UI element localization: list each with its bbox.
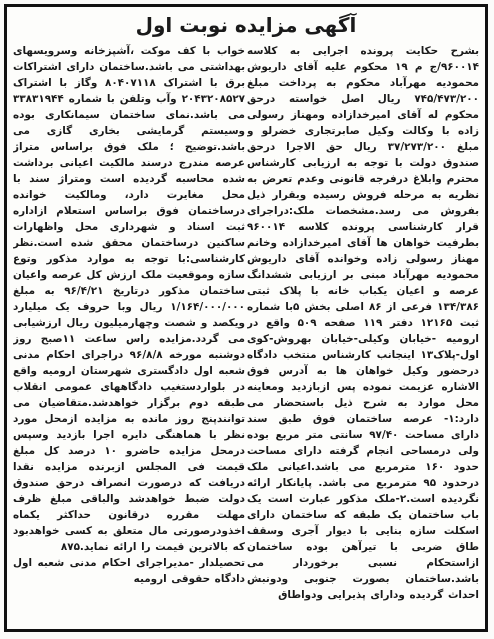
auction-notice — [4, 4, 488, 632]
left-column — [13, 43, 245, 611]
notice-columns — [13, 43, 479, 611]
left-column-text: خواب با کف موکت ،آشپزخانه وسرویسهای بهداشتی می باشد.ساختمان دارای اشتراکات برق با اشتراک ۸۰۴۰۷۱۱۸ وگاز با اشتراک ۲۰۴۳۲۰۸۵۲۷ وآب وتلفن با شماره ۳۳۸۳۱۹۴۴ می باشد.نمای ساختمان سیمانکاری بوده وسیستم گرمایشی بخاری گازی می باشد.توضیح ؛ ملک فوق براساس متراژ عرصه مندرج درسند مالکیت اعیانی برداشت شده محاسبه گردیده است ومتراژ سند با محل مغایرت دارد، ومالکیت خوانده درساختمان فوق براساس استعلام ازاداره ثبت اسناد و شهرداری محل واظهارات ساکنین درساختمان محقق شده است.نظر کارشناسی:با توجه به موارد مذکور وتوع سازه وموقعیت ملک ارزش کل عرصه واعیان ساختمان مذکور درتاریخ ۹۶/۴/۲۱ به مبلغ ۱/۱۶۴/۰۰۰/۰۰۰ ریال وبا حروف یک میلیارد ویکصد و شصت وچهارمیلیون ریال ارزشیابی می گردد.مزایده راس ساعت ۱۱صبح روز دوشنبه مورخه ۹۶/۸/۸ دراجرای احکام مدنی شعبه اول دادگستری شهرستان ارومیه واقع در بلواردستغیب دادگاههای عمومی انقلاب طبقه دوم برگزار خواهدشد.متقاضیان می توانندپنج روز مانده به مزایده ازمحل مورد نظر با هماهنگی دایره اجرا بازدید وسپس درمحل مزایده حاضرو ۱۰ درصد کل مبلغ قیمت فی المجلس ازبرنده مزایده نقدا دریافت که درصورت انصراف درحق صندوق دولت ضبط خواهدشد والباقی مبلغ ظرف مهلت مقرره درقانون حداکثر یکماه اخذودرصورتی مال متعلق به کسی خواهدبود که بالاترین قیمت را ارائه نماید.۸۷۵ — [13, 45, 245, 553]
signature-line: تحصیلدار -مدیراجرای احکام مدنی شعبه اول دادگاه حقوقی ارومیه — [13, 557, 245, 585]
right-column-text: بشرح حکایت پرونده اجرایی به کلاسه ۹۶۰۰۱۴/ج م ۱۹ محکوم علیه آقای داریوش محمودیه مهرآباد محکوم به پرداخت مبلغ ۷۴۵/۴۷۳/۲۰۰ ریال اصل خواسته درحق محکوم له آقای امیرخدازاده ومهناز رسولی زاده با وکالت وکیل صابرتجاری خضرلو و مبلغ ۳۷/۲۷۳/۲۰۰ ریال حق الاجرا درحق صندوق دولت با توجه به ارزیابی کارشناس محترم وابلاغ درفرجه قانونی وعدم تعرض به نظریه به مرحله فروش رسیده وبقرار ذیل بفروش می رسد.مشخصات ملک:دراجرای قرار کارشناسی پرونده کلاسه ۹۶۰۰۱۴ بطرفیت خواهان ها آقای امیرخدازاده وخانم مهناز رسولی زاده وخوانده آقای داریوش محمودیه مهرآباد مبنی بر ارزیابی ششدانگ عرصه و اعیان یکباب خانه با پلاک ثبتی ۱۳۴/۳۸۶ فرعی از ۸۶ اصلی بخش ۵با شماره ثبت ۱۲۱۶۵ دفتر ۱۱۹ صفحه ۵۰۹ واقع در ارومیه -خیابان وکیلی-خیابان بهروش-کوی اول-پلاک۱۳ اینجانب کارشناس منتخب دادگاه درحضور وکیل خواهان ها به آدرس فوق الاشاره عزیمت نموده پس ازبازدید ومعاینه محل موارد به شرح ذیل باستحضار می دارد:۱- عرصه ساختمان فوق طبق سند دارای مساحت ۹۷/۴۰ سانتی متر مربع بوده ولی درمساحی انجام گرفته دارای مساحت حدود ۱۶۰ مترمربع می باشد.اعیانی ملک درحدود ۹۵ مترمربع می باشد. پایانکار ارائه نگردیده است.۲-ملک مذکور عبارت است یک باب ساختمان یک طبقه که ساختمان دارای اسکلت سازه بنایی با دیوار آجری وسقف طاق ضربی با تیرآهن بوده ساختمان ازاستحکام نسبی برخوردار می باشد.ساختمان بصورت جنوبی ودونبش احداث گردیده ودارای پذیرایی ودواطاق — [247, 45, 479, 601]
right-column — [247, 43, 479, 611]
notice-title: آگهی مزایده نوبت اول — [135, 13, 357, 37]
